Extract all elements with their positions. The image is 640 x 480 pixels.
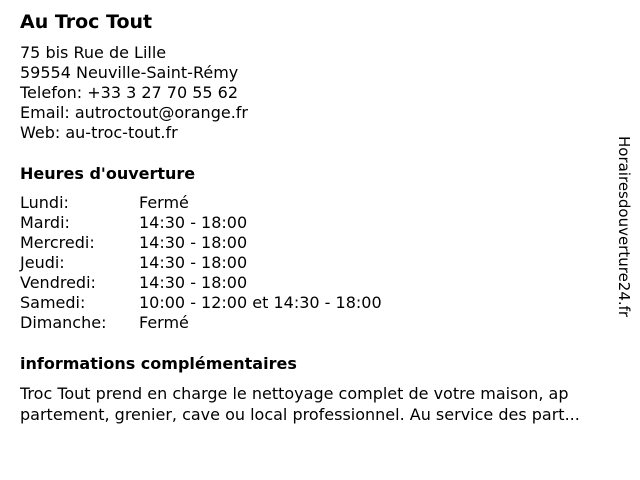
opening-hours-heading: Heures d'ouverture xyxy=(20,164,196,183)
site-watermark: Horairesdouverture24.fr xyxy=(615,136,633,318)
email-text: Email: autroctout@orange.fr xyxy=(20,103,248,122)
day-label: Vendredi: xyxy=(20,273,96,292)
business-name: Au Troc Tout xyxy=(20,11,153,33)
additional-info-heading: informations complémentaires xyxy=(20,354,297,373)
hours-value: 14:30 - 18:00 xyxy=(139,233,248,252)
day-label: Jeudi: xyxy=(20,253,65,272)
hours-value: Fermé xyxy=(139,313,189,332)
description-line: Troc Tout prend en charge le nettoyage complet de votre maison, ap xyxy=(20,384,569,403)
day-label: Mardi: xyxy=(20,213,70,232)
address-street: 75 bis Rue de Lille xyxy=(20,43,167,62)
hours-value: Fermé xyxy=(139,193,189,212)
additional-info-text xyxy=(20,383,630,425)
contact-block xyxy=(20,43,248,143)
hours-value: 10:00 - 12:00 et 14:30 - 18:00 xyxy=(139,293,382,312)
hours-value: 14:30 - 18:00 xyxy=(139,273,248,292)
address-city: 59554 Neuville-Saint-Rémy xyxy=(20,63,239,82)
phone-text: Telefon: +33 3 27 70 55 62 xyxy=(20,83,239,102)
day-label: Lundi: xyxy=(20,193,69,212)
description-line: partement, grenier, cave ou local professionnel. Au service des part... xyxy=(20,405,580,424)
hours-value: 14:30 - 18:00 xyxy=(139,253,248,272)
hours-value: 14:30 - 18:00 xyxy=(139,213,248,232)
day-label: Samedi: xyxy=(20,293,86,312)
day-label: Dimanche: xyxy=(20,313,107,332)
day-label: Mercredi: xyxy=(20,233,95,252)
website-text: Web: au-troc-tout.fr xyxy=(20,123,178,142)
